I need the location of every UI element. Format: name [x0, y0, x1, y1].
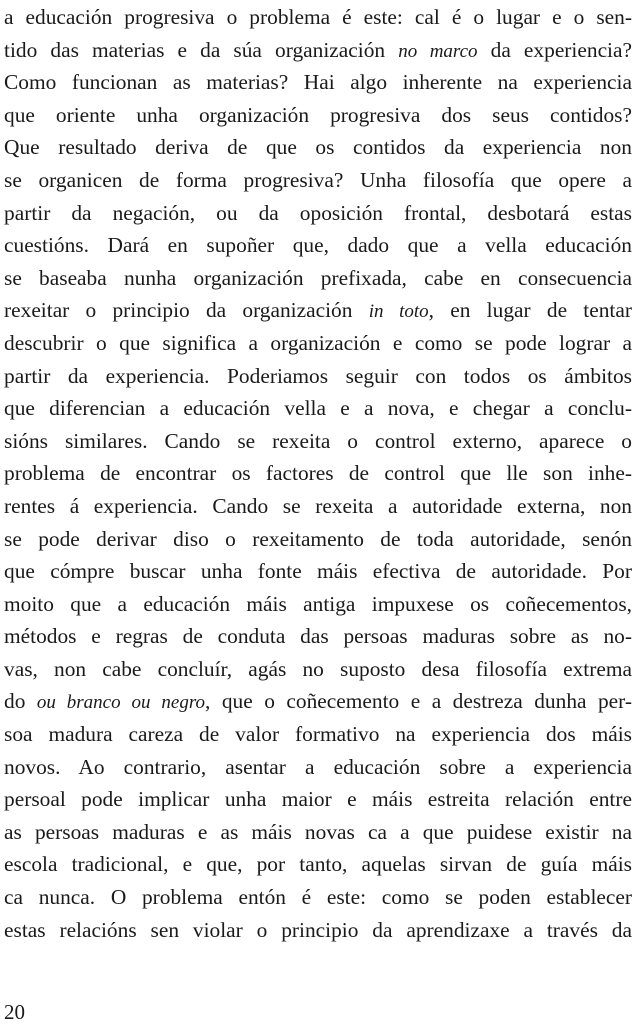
- text-line: [4, 848, 632, 881]
- text-segment: as persoas maduras e as máis novas ca a que puidese existir na: [4, 819, 632, 844]
- text-line: [4, 751, 632, 784]
- text-line: [4, 881, 632, 914]
- text-line: [4, 294, 632, 327]
- text-segment: , en lugar de tentar: [428, 298, 632, 323]
- text-segment: rentes á experiencia. Cando se rexeita a autoridade externa, non: [4, 493, 632, 518]
- text-segment: métodos e regras de conduta das persoas maduras sobre as no-: [4, 624, 632, 649]
- text-segment: soa madura careza de valor formativo na experiencia dos máis: [4, 722, 632, 747]
- text-segment: cuestións. Dará en supoñer que, dado que a vella educación: [4, 233, 632, 258]
- text-line: [4, 457, 632, 490]
- text-segment: que diferencian a educación vella e a nova, e chegar a conclu-: [4, 396, 632, 421]
- text-line: [4, 1, 632, 34]
- text-line: [4, 914, 632, 947]
- text-segment: persoal pode implicar unha maior e máis estreita relación entre: [4, 787, 632, 812]
- text-segment: Como funcionan as materias? Hai algo inherente na experiencia: [4, 70, 632, 95]
- text-line: [4, 327, 632, 360]
- text-line: [4, 653, 632, 686]
- text-segment: novos. Ao contrario, asentar a educación sobre a experiencia: [4, 754, 632, 779]
- text-line: [4, 718, 632, 751]
- text-segment: , que o coñecemento e a destreza dunha per-: [205, 689, 632, 714]
- text-line: [4, 425, 632, 458]
- page-number: 20: [4, 1000, 25, 1024]
- text-segment: se pode derivar diso o rexeitamento de toda autoridade, senón: [4, 526, 632, 551]
- text-line: [4, 164, 632, 197]
- text-line: [4, 685, 632, 718]
- text-segment: se baseaba nunha organización prefixada, cabe en consecuencia: [4, 265, 632, 290]
- text-line: [4, 34, 632, 67]
- italic-phrase: ou branco ou negro: [36, 692, 206, 714]
- text-segment: moito que a educación máis antiga impuxese os coñecementos,: [4, 591, 632, 616]
- text-line: [4, 588, 632, 621]
- text-line: [4, 262, 632, 295]
- book-page: [4, 0, 632, 1024]
- text-line: [4, 66, 632, 99]
- text-segment: do: [4, 689, 37, 714]
- text-segment: estas relacións sen violar o principio da aprendizaxe a través da: [4, 917, 632, 942]
- text-line: [4, 555, 632, 588]
- text-line: [4, 816, 632, 849]
- text-segment: problema de encontrar os factores de control que lle son inhe-: [4, 461, 632, 486]
- text-segment: tido das materias e da súa organización: [4, 37, 399, 62]
- text-segment: que oriente unha organización progresiva dos seus contidos?: [4, 102, 632, 127]
- text-segment: descubrir o que significa a organización e como se pode lograr a: [4, 330, 632, 355]
- text-line: [4, 783, 632, 816]
- text-segment: escola tradicional, e que, por tanto, aquelas sirvan de guía máis: [4, 852, 632, 877]
- text-line: [4, 620, 632, 653]
- text-segment: vas, non cabe concluír, agás no suposto desa filosofía extrema: [4, 656, 632, 681]
- text-segment: sións similares. Cando se rexeita o control externo, aparece o: [4, 428, 632, 453]
- italic-phrase: in toto: [368, 301, 429, 323]
- text-segment: partir da negación, ou da oposición frontal, desbotará estas: [4, 200, 632, 225]
- text-line: [4, 392, 632, 425]
- text-line: [4, 197, 632, 230]
- body-text: [4, 1, 632, 946]
- text-line: [4, 99, 632, 132]
- text-segment: a educación progresiva o problema é este: cal é o lugar e o sen-: [4, 5, 632, 29]
- text-line: [4, 490, 632, 523]
- text-segment: se organicen de forma progresiva? Unha filosofía que opere a: [4, 167, 632, 192]
- text-line: [4, 523, 632, 556]
- text-segment: Que resultado deriva de que os contidos da experiencia non: [4, 135, 632, 160]
- text-segment: rexeitar o principio da organización: [4, 298, 369, 323]
- text-segment: partir da experiencia. Poderiamos seguir con todos os ámbitos: [4, 363, 632, 388]
- text-segment: ca nunca. O problema entón é este: como se poden establecer: [4, 885, 632, 910]
- text-segment: que cómpre buscar unha fonte máis efectiva de autoridade. Por: [4, 559, 632, 584]
- text-segment: da experiencia?: [477, 37, 632, 62]
- text-line: [4, 131, 632, 164]
- text-line: [4, 360, 632, 393]
- text-line: [4, 229, 632, 262]
- italic-phrase: no marco: [398, 40, 478, 62]
